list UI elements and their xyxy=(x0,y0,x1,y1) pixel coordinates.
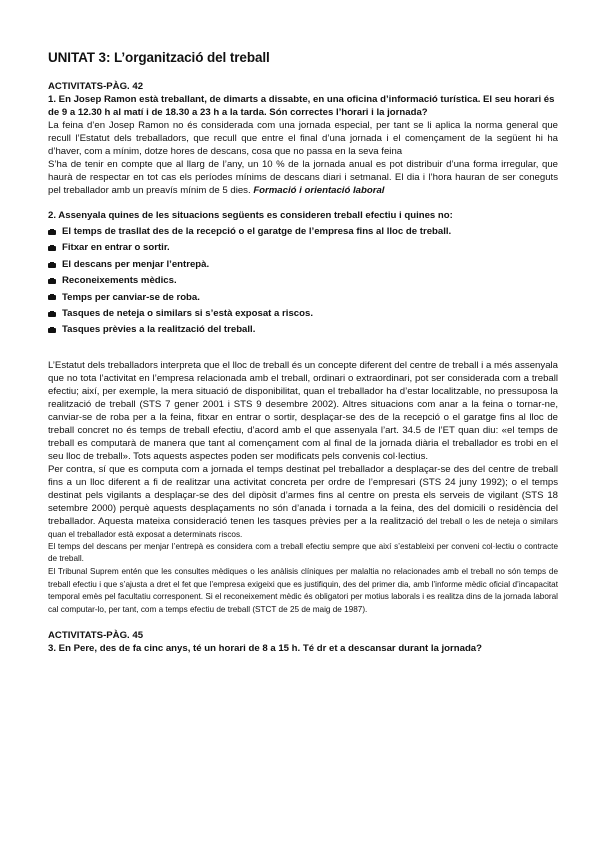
bullet-icon xyxy=(48,294,58,301)
answer-1-paragraph-2 xyxy=(48,158,558,197)
answer-1-paragraph-1: La feina d’en Josep Ramon no és considerada com una jornada especial, per tant se li aplica la norma general que recull l’Estatut dels treballadors, que recull que entre el final d’una jornada i el començament de la següent hi ha d’haver, com a mínim, dotze hores de descans, cosa que no passa en la seva feina xyxy=(48,120,558,157)
list-item-text: Fitxar en entrar o sortir. xyxy=(62,242,170,254)
answer-1-source: Formació i orientació laboral xyxy=(253,185,385,196)
list-item xyxy=(48,322,558,338)
list-item-text: Temps per canviar-se de roba. xyxy=(62,291,200,303)
question-1: 1. En Josep Ramon està treballant, de dimarts a dissabte, en una oficina d’informació turística. El seu horari és de 9 a 12.30 h al matí i de 18.30 a 23 h a la tarda. Són correctes l’horari i la jornada? xyxy=(48,94,555,118)
question-3: 3. En Pere, des de fa cinc anys, té un horari de 8 a 15 h. Té dr et a descansar durant la jornada? xyxy=(48,643,483,655)
question-2: 2. Assenyala quines de les situacions següents es consideren treball efectiu i quines no: xyxy=(48,210,453,221)
list-item xyxy=(48,290,558,306)
list-item-text: El descans per menjar l’entrepà. xyxy=(62,258,210,270)
list-item xyxy=(48,240,558,256)
section-heading-pag-45: ACTIVITATS-PÀG. 45 xyxy=(48,630,144,642)
question-2-list xyxy=(48,224,558,339)
answer-2-paragraph-2 xyxy=(48,463,558,541)
bullet-icon xyxy=(48,229,58,236)
page-title: UNITAT 3: L’organització del treball xyxy=(48,50,270,65)
answer-1-paragraph-2-text: S’ha de tenir en compte que al llarg de l’any, un 10 % de la jornada anual es pot distribuir d’una forma irregular, que haurà de respectar en tot cas els períodes mínims de descans diari i setmanal. El dia i l’hora hauran de ser coneguts pel treballador amb un preavís mínim de 5 dies. xyxy=(48,159,558,196)
list-item-text: Reconeixements mèdics. xyxy=(62,275,177,287)
answer-2-paragraph-3: El temps del descans per menjar l’entrepà es considera com a treball efectiu sempre que així s’estableixi per conveni col·lectiu o contracte de treball. xyxy=(48,541,558,564)
answer-2-paragraph-2-small: del treball o les de neteja o similars quan el treballador està exposat a determinats riscos. xyxy=(48,516,558,539)
list-item xyxy=(48,257,558,273)
bullet-icon xyxy=(48,278,58,285)
bullet-icon xyxy=(48,262,58,269)
bullet-icon xyxy=(48,327,58,334)
bullet-icon xyxy=(48,311,58,318)
answer-2-paragraph-2-text: Per contra, sí que es computa com a jornada el temps destinat pel treballador a desplaçar-se des del centre de treball fins a un lloc diferent a fi de realitzar una activitat concreta per ordre de l’empresari (STS 24 juny 1992); o el temps destinat pels vigilants a desplaçar-se des del dipòsit d’armes fins al centre on presta els serveis de vigilant (STS 18 setembre 2000) perquè aquests desplaçaments no són d’anada i tornada a la feina, des del domicili o residència del treballador. Aquesta mateixa consideració tenen les tasques prèvies per a la realització xyxy=(48,463,558,527)
list-item xyxy=(48,306,558,322)
list-item-text: Tasques de neteja o similars si s’està exposat a riscos. xyxy=(62,308,313,320)
answer-2-paragraph-1: L’Estatut dels treballadors interpreta que el lloc de treball és un concepte diferent del centre de treball i a més assenyala que no tota l’activitat en l’empresa relacionada amb el treball, ordinari o extraordinari, pot ser considerada com a treball efectiu; així, per exemple, la mera situació de disponibilitat, quan el treballador ha d’estar localitzable, no pressuposa la realització de treball (STS 7 gener 2001 i STS 9 desembre 2002). Altres situacions com anar a la feina o tornar-ne, canviar-se de roba per a la feina, fitxar en entrar o sortir, desplaçar-se des de la recepció o el garatge fins al lloc de treball concret no és temps de treball efectiu, d’acord amb el que assenyala l’art. 34.5 de l’ET quan diu: «el temps de treball es computarà de manera que tant al començament com al final de la jornada diària el treballador es trobi en el seu lloc de treball». Tots aquests aspectes poden ser modificats pels convenis col·lectius. xyxy=(48,359,558,462)
answer-2-paragraph-4: El Tribunal Suprem entén que les consultes mèdiques o les anàlisis clíniques per malaltia no relacionades amb el treball no són temps de treball efectiu i que s’ajusta a dret el fet que l’empresa exigeixi que es justifiquin, des del primer dia, amb l’informe mèdic oficial d’incapacitat temporal emès pel facultatiu corresponent. Si el reconeixement mèdic és obligatori per motius laborals i es realitza dins de la jornada laboral cal computar-lo, per tant, com a temps efectiu de treball (STCT de 25 de maig de 1987). xyxy=(48,567,558,614)
bullet-icon xyxy=(48,245,58,252)
section-heading-pag-42: ACTIVITATS-PÀG. 42 xyxy=(48,81,144,92)
list-item xyxy=(48,273,558,289)
list-item-text: El temps de trasllat des de la recepció o el garatge de l’empresa fins al lloc de treball. xyxy=(62,226,452,237)
document-page xyxy=(48,50,558,655)
list-item-text: Tasques prèvies a la realització del treball. xyxy=(62,324,256,336)
list-item xyxy=(48,224,558,240)
